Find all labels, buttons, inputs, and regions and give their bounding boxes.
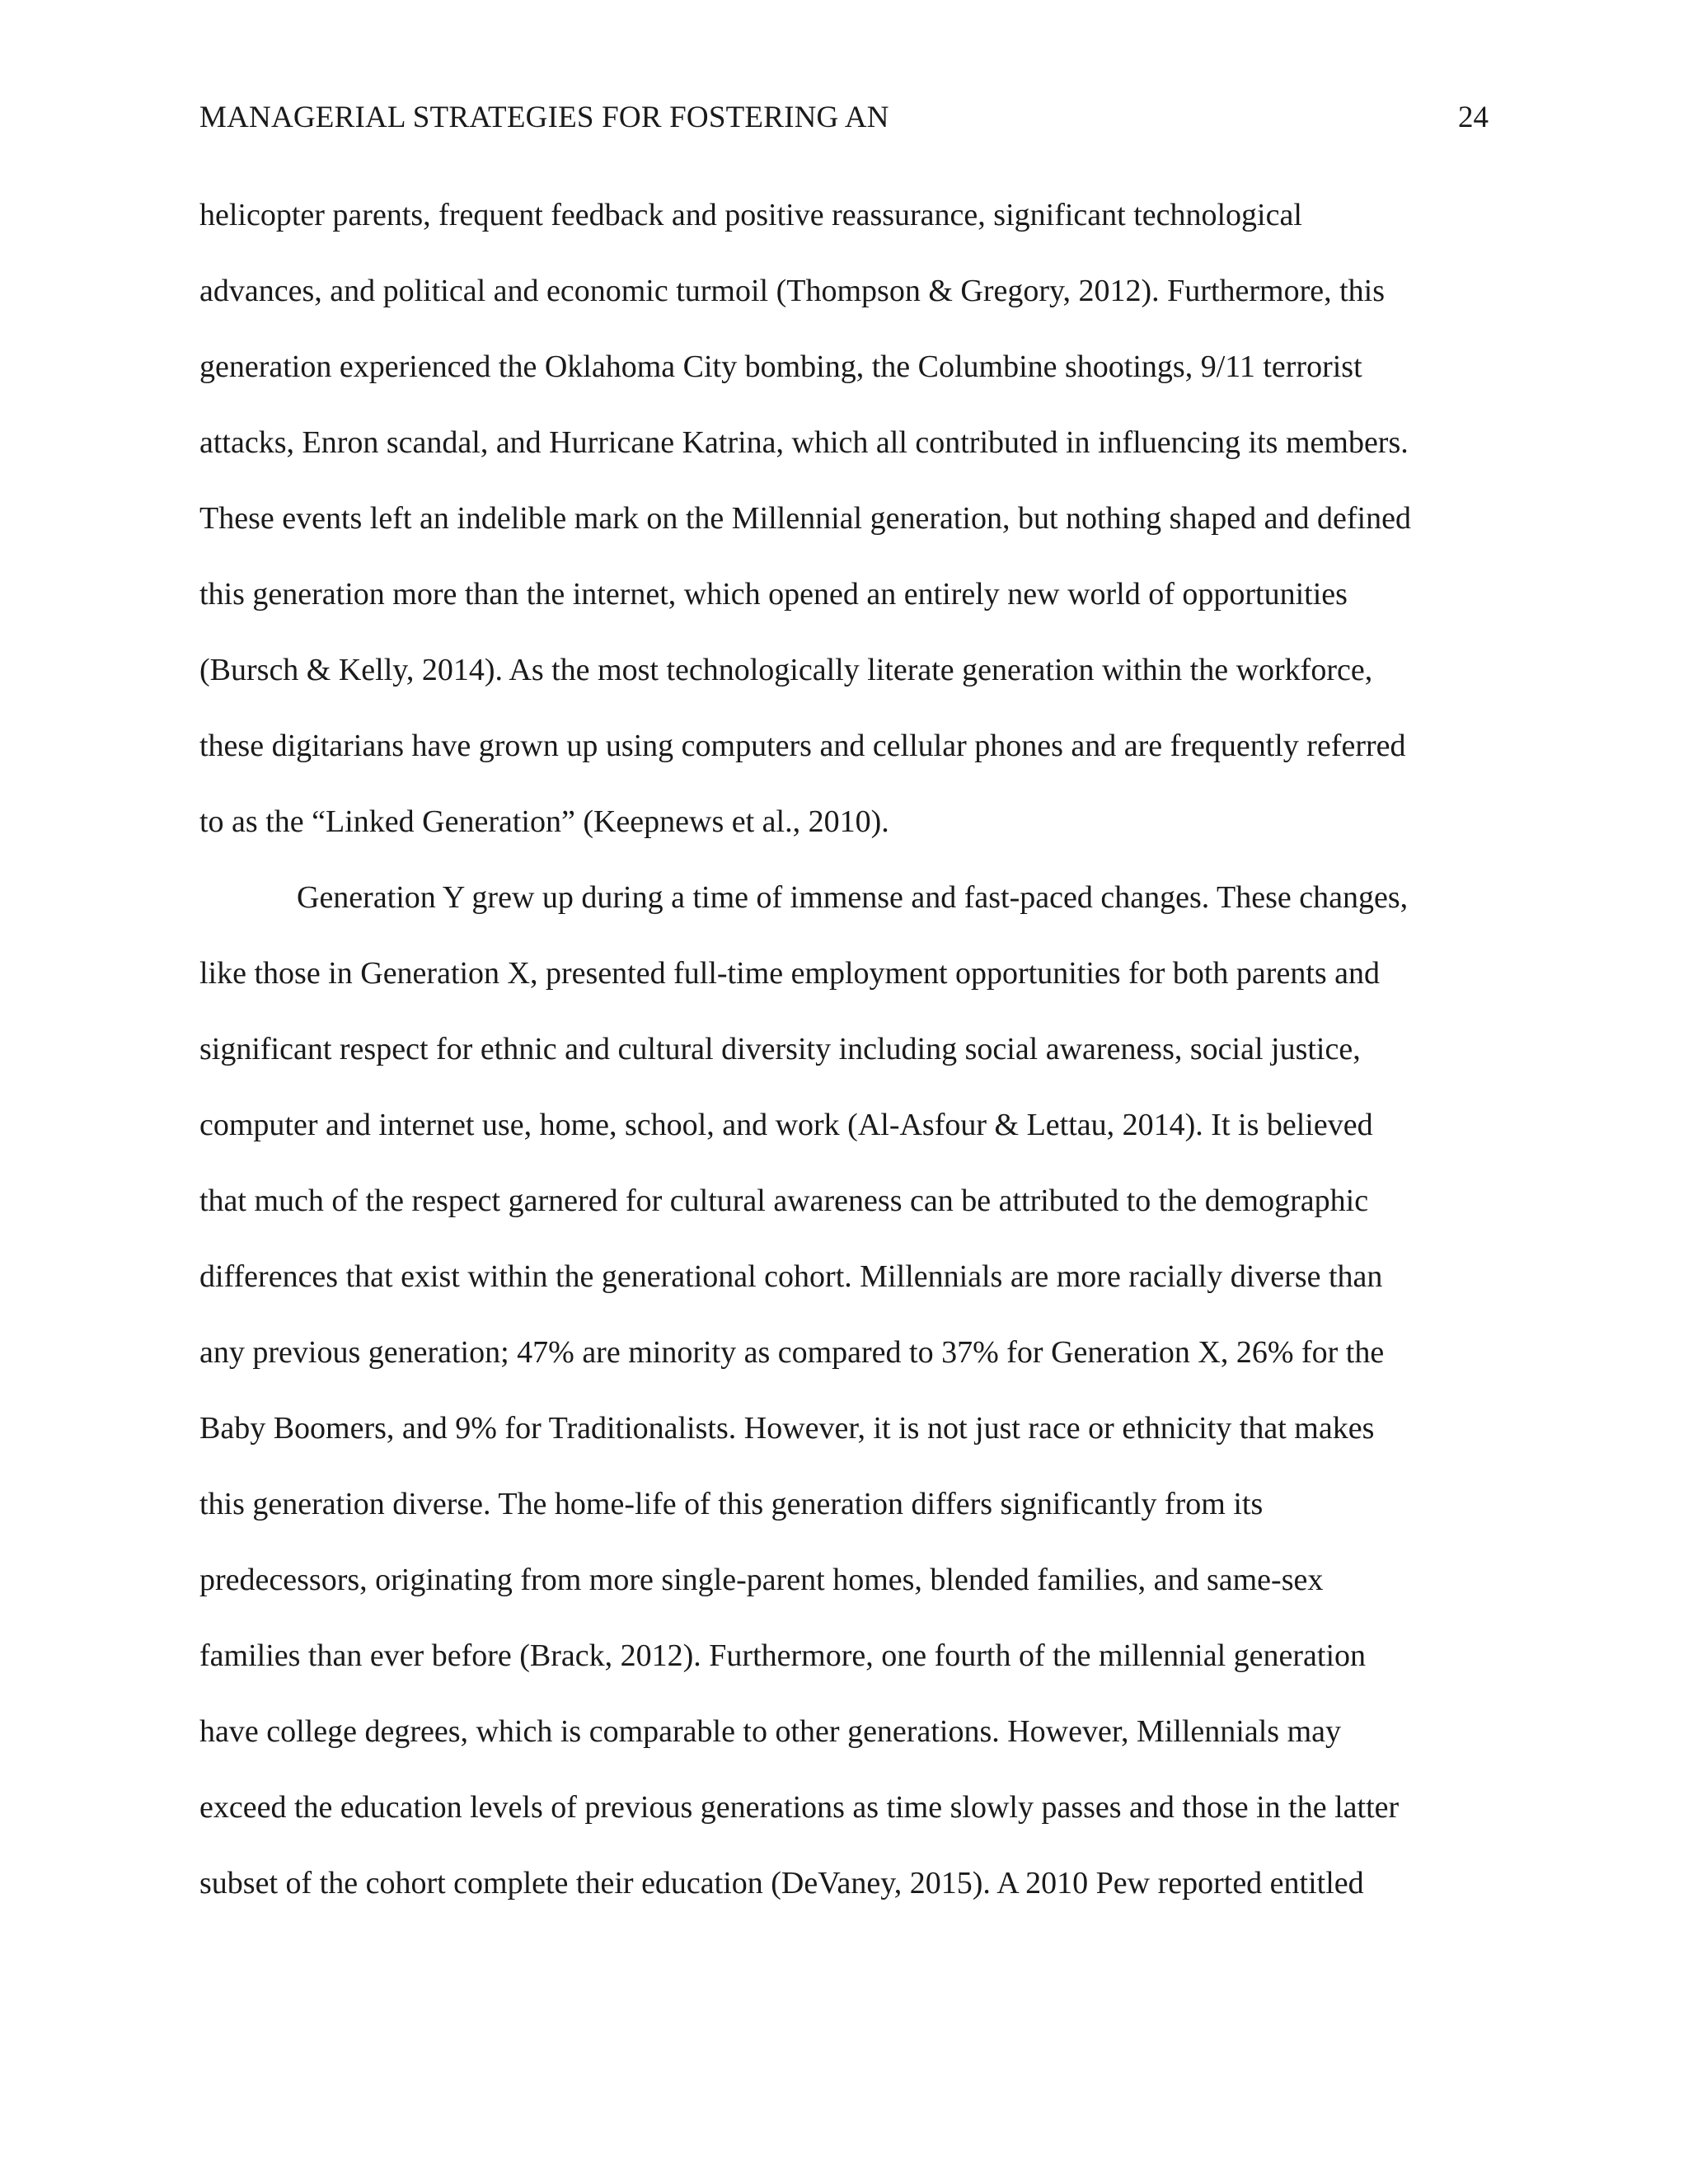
text-line: families than ever before (Brack, 2012). Furthermore, one fourth of the millennial generation [199,1638,1366,1673]
text-line: Baby Boomers, and 9% for Traditionalists. However, it is not just race or ethnicity that makes [199,1411,1375,1446]
text-line: these digitarians have grown up using computers and cellular phones and are frequently referred [199,729,1406,763]
text-line: have college degrees, which is comparable to other generations. However, Millennials may [199,1714,1341,1749]
text-line: These events left an indelible mark on the Millennial generation, but nothing shaped and defined [199,501,1411,536]
text-line: attacks, Enron scandal, and Hurricane Katrina, which all contributed in influencing its members. [199,425,1409,460]
body-text [199,194,1502,1938]
text-line: helicopter parents, frequent feedback and positive reassurance, significant technological [199,198,1302,232]
text-line: subset of the cohort complete their education (DeVaney, 2015). A 2010 Pew reported entitled [199,1866,1364,1900]
text-line: predecessors, originating from more single-parent homes, blended families, and same-sex [199,1563,1324,1597]
text-line: advances, and political and economic turmoil (Thompson & Gregory, 2012). Furthermore, this [199,274,1386,308]
text-line: generation experienced the Oklahoma City bombing, the Columbine shootings, 9/11 terrorist [199,349,1362,384]
text-line: computer and internet use, home, school, and work (Al-Asfour & Lettau, 2014). It is believed [199,1108,1373,1142]
page-number: 24 [1458,101,1489,134]
text-line: exceed the education levels of previous generations as time slowly passes and those in the latter [199,1790,1400,1825]
text-line: (Bursch & Kelly, 2014). As the most technologically literate generation within the workforce, [199,653,1373,687]
paragraph-first-line: Generation Y grew up during a time of immense and fast-paced changes. These changes, [297,880,1409,915]
text-line: that much of the respect garnered for cultural awareness can be attributed to the demographic [199,1183,1369,1218]
text-line: differences that exist within the generational cohort. Millennials are more racially diverse than [199,1259,1383,1294]
running-head: MANAGERIAL STRATEGIES FOR FOSTERING AN [199,101,889,134]
text-line: like those in Generation X, presented full-time employment opportunities for both parents and [199,956,1381,991]
text-line: any previous generation; 47% are minority as compared to 37% for Generation X, 26% for the [199,1335,1385,1370]
text-line: this generation more than the internet, which opened an entirely new world of opportunities [199,577,1348,612]
text-line: this generation diverse. The home-life of this generation differs significantly from its [199,1487,1264,1521]
text-line: significant respect for ethnic and cultural diversity including social awareness, social justice, [199,1032,1361,1066]
text-line: to as the “Linked Generation” (Keepnews et al., 2010). [199,804,889,839]
